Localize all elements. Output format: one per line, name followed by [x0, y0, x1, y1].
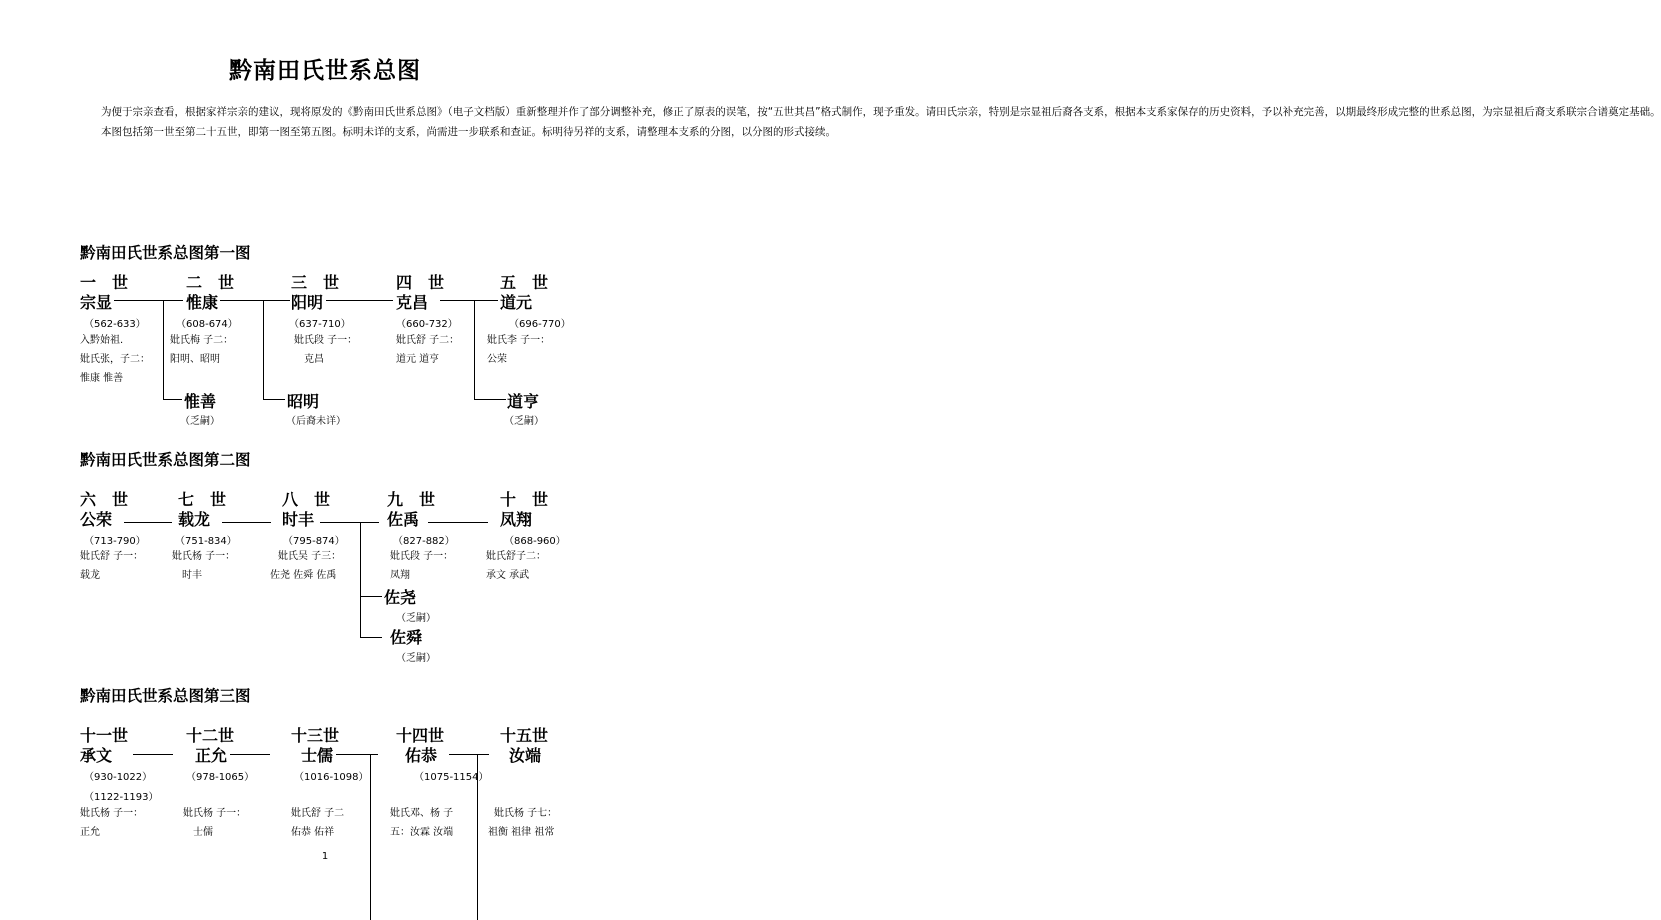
chart3-gen-13: 十三世: [291, 726, 340, 745]
page-number: 1: [321, 851, 329, 862]
chart1-branch-line: [474, 301, 475, 399]
chart1-person-5: 道元: [500, 293, 533, 312]
chart2-link-line: [222, 522, 271, 523]
chart2-info-10: 妣氏舒子二： 承文 承武: [486, 551, 546, 581]
chart2-person-9: 佐禹: [387, 510, 420, 529]
chart1-link-line: [220, 300, 290, 301]
chart2-info-6: 妣氏舒 子一： 载龙: [80, 551, 144, 581]
chart2-gen-9: 九 世: [387, 490, 436, 509]
chart1-gen-4: 四 世: [396, 273, 445, 292]
chart1-person-3: 阳明: [291, 293, 324, 312]
chart2-branch-line: [360, 596, 382, 597]
chart2-branch-line: [360, 637, 382, 638]
chart2-link-line: [320, 522, 379, 523]
chart3-info-14: 妣氏邓、杨 子 五：汝霖 汝端: [390, 808, 454, 838]
chart3-gen-12: 十二世: [186, 726, 235, 745]
chart1-info-3: 妣氏段 子一： 克昌: [294, 335, 358, 365]
chart1-heading: 黔南田氏世系总图第一图: [80, 244, 251, 262]
chart2-branch-name-1: 佐尧: [384, 588, 417, 607]
chart1-info-4: 妣氏舒 子二： 道元 道亨: [396, 335, 460, 365]
chart3-link-line: [230, 754, 270, 755]
chart1-gen-2: 二 世: [186, 273, 235, 292]
chart3-years-12: （978-1065）: [186, 772, 255, 783]
page-title: 黔南田氏世系总图: [229, 58, 421, 84]
chart2-person-7: 载龙: [178, 510, 211, 529]
intro-text: [80, 103, 1661, 142]
chart2-gen-6: 六 世: [80, 490, 129, 509]
intro-paragraph-1: 为便于宗亲查看，根据家祥宗亲的建议，现将原发的《黔南田氏世系总图》（电子文档版）重新整理并作了部分调整补充，修正了原表的误笔，按“五世其昌”格式制作，现予重发。请田氏宗亲，特别是宗显祖后裔各支系，根据本支系家保存的历史资料，予以补充完善，以期最终形成完整的世系总图，为宗显祖后裔支系联宗合谱奠定基础。: [101, 106, 1661, 118]
chart3-link-line: [133, 754, 173, 755]
chart2-info-9: 妣氏段 子一： 凤翔: [390, 551, 454, 581]
chart2-years-6: （713-790）: [84, 536, 146, 547]
chart2-link-line: [428, 522, 488, 523]
chart3-link-line: [336, 754, 378, 755]
chart1-years-4: （660-732）: [396, 319, 458, 330]
chart3-years-extra: （1122-1193）: [84, 792, 159, 803]
chart2-person-6: 公荣: [80, 510, 113, 529]
chart3-person-11: 承文: [80, 746, 113, 765]
chart2-person-10: 凤翔: [500, 510, 533, 529]
chart2-heading: 黔南田氏世系总图第二图: [80, 451, 251, 469]
chart3-person-13: 士儒: [301, 746, 334, 765]
chart1-link-line: [114, 300, 183, 301]
chart2-branch-note-1: （乏嗣）: [396, 613, 436, 624]
chart1-years-1: （562-633）: [84, 319, 146, 330]
chart2-gen-10: 十 世: [500, 490, 549, 509]
chart1-person-1: 宗显: [80, 293, 113, 312]
chart2-branch-note-2: （乏嗣）: [396, 653, 436, 664]
chart2-gen-7: 七 世: [178, 490, 227, 509]
chart1-branch-line: [163, 301, 164, 399]
chart1-branch-name-3: 道亨: [507, 392, 540, 411]
chart1-branch-note-2: （后裔未详）: [286, 416, 346, 427]
chart1-person-2: 惟康: [186, 293, 219, 312]
chart1-gen-1: 一 世: [80, 273, 129, 292]
chart3-years-13: （1016-1098）: [294, 772, 369, 783]
chart2-info-8: 妣氏吴 子三： 佐尧 佐舜 佐禹: [270, 551, 342, 581]
chart1-branch-note-3: （乏嗣）: [504, 416, 544, 427]
chart1-branch-note-1: （乏嗣）: [180, 416, 220, 427]
chart2-years-9: （827-882）: [393, 536, 455, 547]
chart1-branch-line: [263, 301, 264, 399]
chart3-person-12: 正允: [195, 746, 228, 765]
chart1-branch-name-2: 昭明: [287, 392, 320, 411]
chart3-person-15: 汝端: [509, 746, 542, 765]
chart2-years-8: （795-874）: [283, 536, 345, 547]
chart1-info-2: 妣氏梅 子二： 阳明、昭明: [170, 335, 234, 365]
chart3-gen-11: 十一世: [80, 726, 129, 745]
chart3-info-12: 妣氏杨 子一： 士儒: [183, 808, 247, 838]
chart1-link-line: [440, 300, 498, 301]
chart3-info-15: 妣氏杨 子七： 祖衡 祖律 祖常: [488, 808, 558, 838]
chart3-info-13: 妣氏舒 子二 佑恭 佑祥: [291, 808, 345, 838]
chart2-gen-8: 八 世: [282, 490, 331, 509]
chart1-branch-line: [263, 399, 285, 400]
chart3-person-14: 佑恭: [405, 746, 438, 765]
chart2-person-8: 时丰: [282, 510, 315, 529]
chart1-gen-5: 五 世: [500, 273, 549, 292]
chart1-branch-name-1: 惟善: [184, 392, 217, 411]
chart1-branch-line: [474, 399, 506, 400]
chart3-gen-15: 十五世: [500, 726, 549, 745]
chart1-years-2: （608-674）: [176, 319, 238, 330]
chart2-branch-line: [360, 523, 361, 638]
chart1-info-1: 入黔始祖. 妣氏张，子二： 惟康 惟善: [80, 335, 150, 384]
chart3-years-14: （1075-1154）: [414, 772, 489, 783]
chart3-link-line: [449, 754, 489, 755]
chart3-branch-line: [370, 755, 371, 920]
chart2-years-7: （751-834）: [175, 536, 237, 547]
chart3-info-11: 妣氏杨 子一： 正允: [80, 808, 144, 838]
chart2-branch-name-2: 佐舜: [390, 628, 423, 647]
chart1-years-5: （696-770）: [509, 319, 571, 330]
intro-paragraph-2: 本图包括第一世至第二十五世，即第一图至第五图。标明未详的支系，尚需进一步联系和查证。标明待另祥的支系，请整理本支系的分图，以分图的形式接续。: [101, 125, 836, 138]
chart3-years-11: （930-1022）: [84, 772, 153, 783]
chart2-link-line: [124, 522, 172, 523]
chart2-years-10: （868-960）: [504, 536, 566, 547]
chart1-info-5: 妣氏李 子一： 公荣: [487, 335, 551, 365]
chart1-years-3: （637-710）: [289, 319, 351, 330]
chart1-gen-3: 三 世: [291, 273, 340, 292]
chart1-branch-line: [163, 399, 182, 400]
chart3-heading: 黔南田氏世系总图第三图: [80, 687, 251, 705]
chart3-gen-14: 十四世: [396, 726, 445, 745]
chart2-info-7: 妣氏杨 子一： 时丰: [172, 551, 236, 581]
chart1-link-line: [326, 300, 393, 301]
chart1-person-4: 克昌: [396, 293, 429, 312]
